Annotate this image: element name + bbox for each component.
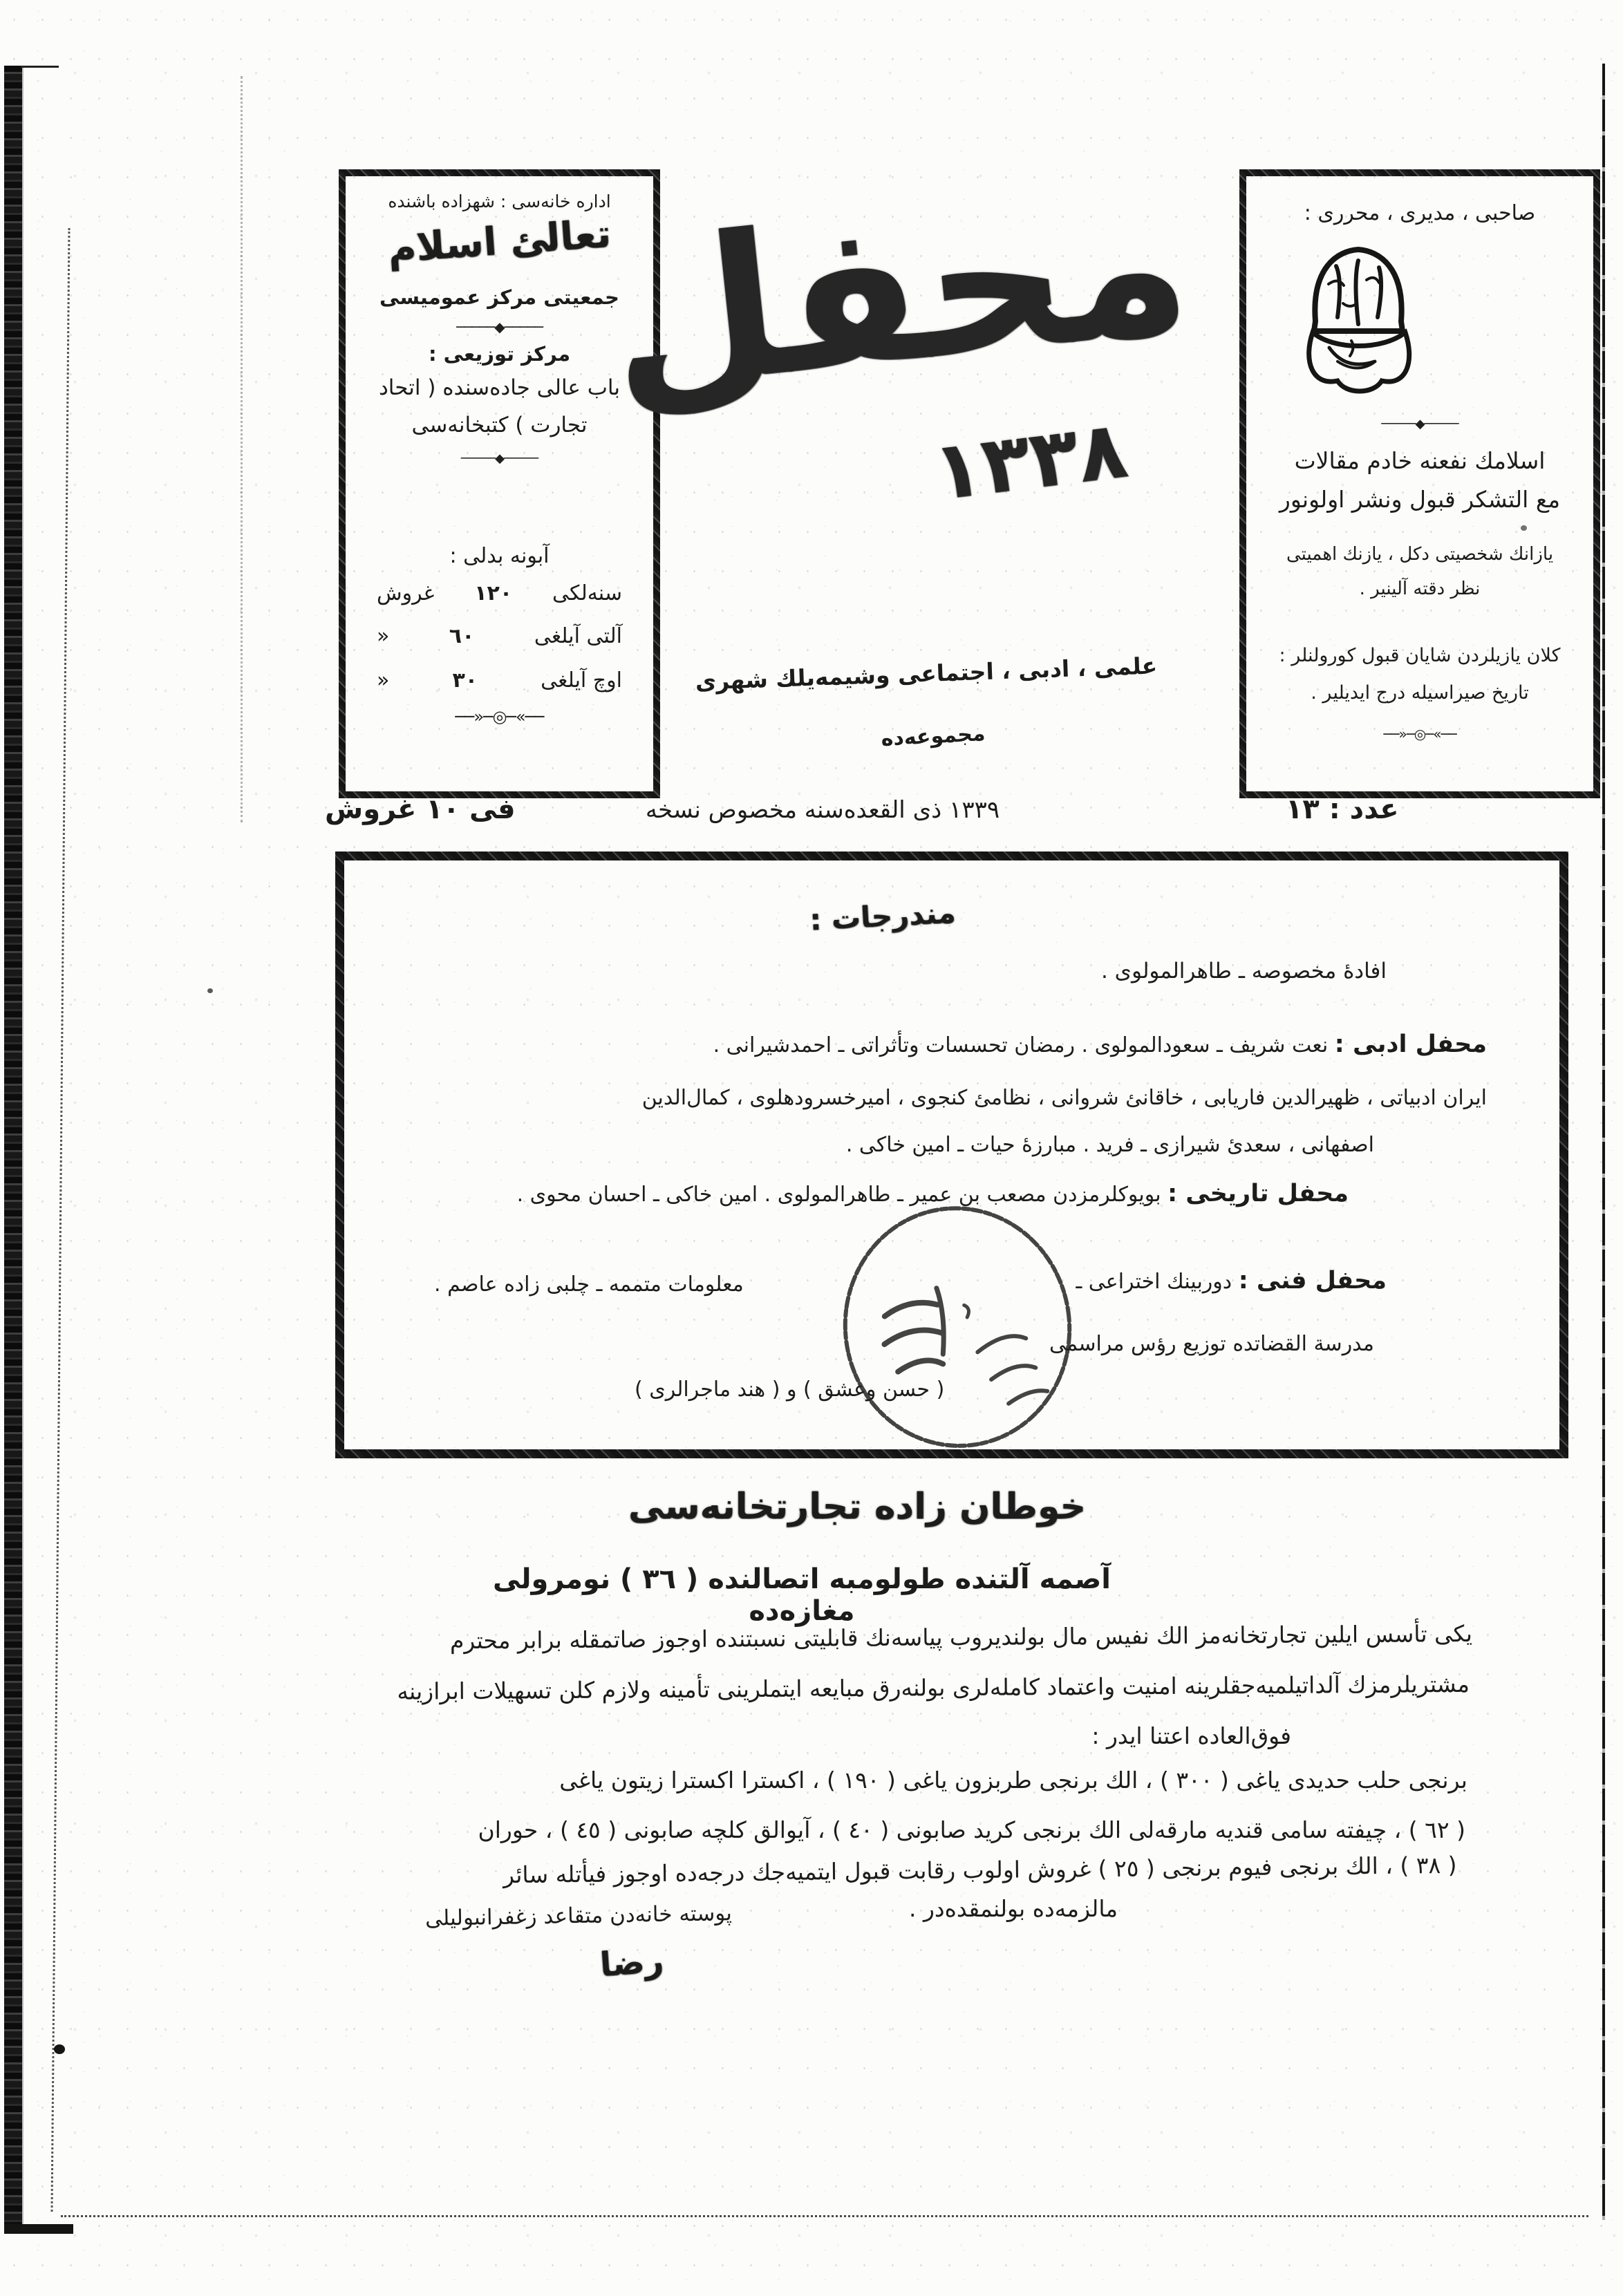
- owner-editor-line: صاحبى ، مديرى ، محررى :: [1304, 201, 1536, 225]
- divider-ornament: ─────◆─────: [1381, 417, 1458, 431]
- distribution-line-2: تجارت ) كتبخانه‌سى: [411, 413, 588, 437]
- advert-body-line-1: يكى تأسس ايلين تجارتخانه‌مز الك نفيس مال بولنديروب پياسه‌نك قابليتى نسبتنده اوجوز صاتمقله برابر محترم: [449, 1619, 1473, 1655]
- subscription-unit: «: [377, 624, 390, 648]
- advert-price-line-3: ( ٣٨ ) ، الك برنجى فيوم برنجى ( ٢٥ ) غروش اولوب رقابت قبول ايتميه‌جك درجه‌ده اوجوز فيأتله سائر: [503, 1851, 1458, 1889]
- scan-fold-line-bottom: [61, 2215, 1588, 2219]
- subscription-value: ٣٠: [452, 668, 478, 693]
- contents-line-literary: [713, 1031, 1487, 1058]
- journal-year-calligraphy: ١٣٣٨: [928, 403, 1132, 519]
- fancy-divider-ornament: ──»─◎─«──: [1383, 726, 1456, 742]
- divider-ornament: ─────◆─────: [460, 451, 538, 466]
- subscription-value: ٦٠: [449, 624, 475, 648]
- advert-title: خوطان زاده تجارتخانه‌سى: [628, 1486, 1087, 1527]
- scan-fold-line-left: [49, 228, 70, 2212]
- distribution-heading: مركز توزيعى :: [428, 342, 571, 366]
- scan-mark-top-left: [21, 66, 59, 68]
- issue-number: عدد : ١٣: [1286, 793, 1399, 825]
- subscription-unit: غروش: [377, 581, 435, 605]
- fancy-divider-ornament: ──»─◎─«──: [455, 707, 544, 726]
- ink-speck: [54, 2044, 65, 2054]
- issue-date: ١٣٣٩ ذى القعده‌سنه مخصوص نسخه: [645, 796, 1000, 824]
- journal-title-calligraphy: محفل: [597, 147, 1200, 437]
- advert-signature: رضا: [599, 1941, 665, 1985]
- contents-line-science: [1076, 1267, 1387, 1295]
- scan-fold-line-upper: [239, 76, 243, 822]
- subscription-heading: آبونه بدلى :: [449, 544, 550, 568]
- policy-line-6: تاريخ صيراسيله درج ايديلير .: [1311, 682, 1529, 704]
- section-items: بويوكلرمزدن مصعب بن عمير ـ طاهرالمولوى . امين خاكى ـ احسان محوى .: [516, 1183, 1161, 1207]
- advert-signature-title: پوسته خانه‌دن متقاعد زغفرانبوليلى: [424, 1901, 733, 1931]
- contents-line-history: [517, 1180, 1349, 1207]
- policy-line-1: اسلامك نفعنه خادم مقالات: [1294, 447, 1546, 474]
- subscription-unit: «: [377, 668, 390, 693]
- admin-address-line: اداره خانه‌سى : شهزاده باشنده: [388, 191, 611, 211]
- scan-edge-line-right: [1602, 64, 1605, 2220]
- subscription-label: آلتى آيلغى: [534, 624, 622, 648]
- advert-price-line-2: ( ٦٢ ) ، چيفته سامى قنديه مارقه‌لى الك برنجى كريد صابونى ( ٤٠ ) ، آيوالق كلچه صابونى ( ٤٥ ) ، حوران: [478, 1816, 1465, 1843]
- journal-subtitle-2: مجموعه‌ده: [880, 722, 986, 751]
- subscription-label: اوچ آيلغى: [541, 668, 622, 693]
- distribution-line-1: باب عالى جاده‌سنده ( اتحاد: [379, 375, 620, 400]
- contents-line-special-note: افادۀ مخصوصه ـ طاهرالمولوى .: [1100, 959, 1387, 984]
- section-label-science: محفل فنى :: [1238, 1267, 1387, 1295]
- section-items: دوربينك اختراعى ـ: [1076, 1270, 1232, 1294]
- contents-line-school: مدرسة القضاتده توزيع رؤس مراسمى: [1049, 1332, 1374, 1356]
- advert-body-line-3: فوق‌العاده اعتنا ايدر :: [1091, 1722, 1291, 1749]
- ottoman-oval-seal: [1296, 240, 1420, 416]
- contents-line-iran-literature: ايران ادبياتى ، ظهيرالدين فاريابى ، خاقانئ شروانى ، نظامئ كنجوى ، اميرخسرودهلوى ، كمال‌الدين: [641, 1086, 1487, 1110]
- scan-edge-band-left: [4, 66, 22, 2228]
- divider-ornament: ─────◆─────: [456, 319, 543, 335]
- subscription-row-three-month: [377, 668, 622, 693]
- policy-line-5: كلان يازيلردن شايان قبول كورولنلر :: [1279, 645, 1561, 666]
- subscription-value: ١٢٠: [474, 581, 513, 605]
- contents-line-science-cont: معلومات متممه ـ چلبى زاده عاصم .: [434, 1272, 744, 1297]
- society-line: جمعيتى مركز عموميسى: [379, 285, 619, 309]
- contents-heading: مندرجات :: [809, 895, 957, 937]
- section-items: نعت شريف ـ سعودالمولوى . رمضان تحسسات وتأثراتى ـ احمدشيرانى .: [713, 1033, 1329, 1057]
- round-ink-stamp: [823, 1187, 1094, 1467]
- ink-speck: [207, 988, 213, 993]
- section-label-history: محفل تاريخى :: [1167, 1180, 1349, 1207]
- subscription-label: سنه‌لكى: [552, 581, 622, 605]
- policy-line-2: مع التشكر قبول ونشر اولونور: [1279, 486, 1561, 513]
- section-label-literary: محفل ادبى :: [1334, 1031, 1487, 1058]
- advert-location-line: آصمه آلتنده طولومبه اتصالنده ( ٣٦ ) نومرولى مغازه‌ده: [493, 1563, 1111, 1627]
- contents-box: [335, 851, 1568, 1458]
- subscription-row-yearly: [377, 581, 622, 605]
- contents-line-iran-literature-cont: اصفهانى ، سعدئ شيرازى ـ فريد . مبارزۀ حيات ـ امين خاكى .: [845, 1133, 1374, 1157]
- masthead-right-box: [1239, 169, 1600, 798]
- copy-price: فى ١٠ غروش: [325, 793, 516, 825]
- policy-line-3: يازانك شخصيتى دكل ، يازنك اهميتى: [1286, 544, 1554, 565]
- subscription-row-six-month: [377, 624, 622, 648]
- policy-line-4: نظر دقته آلينير .: [1359, 578, 1481, 599]
- advert-price-line-1: برنجى حلب حديدى ياغى ( ٣٠٠ ) ، الك برنجى طربزون ياغى ( ١٩٠ ) ، اكسترا اكسترا زيتون ياغى: [559, 1767, 1467, 1794]
- scan-edge-band-left-foot: [4, 2224, 73, 2234]
- advert-closing: مالزمه‌ده بولنمقده‌در .: [909, 1895, 1118, 1922]
- journal-subtitle: علمى ، ادبى ، اجتماعى وشيمه‌يلك شهرى: [695, 652, 1158, 695]
- society-name-calligraphy: تعالئ اسلام: [386, 211, 613, 272]
- contents-line-books: ( حسن وعشق ) و ( هند ماجرالرى ): [635, 1377, 945, 1402]
- advert-body-line-2: مشتريلرمزك آلداتيلميه‌جقلرينه امنيت واعتماد كامله‌لرى بولنه‌رق مبايعه ايتملرينى تأمينه ولازم كلن تسهيلات ابرازينه: [397, 1670, 1470, 1705]
